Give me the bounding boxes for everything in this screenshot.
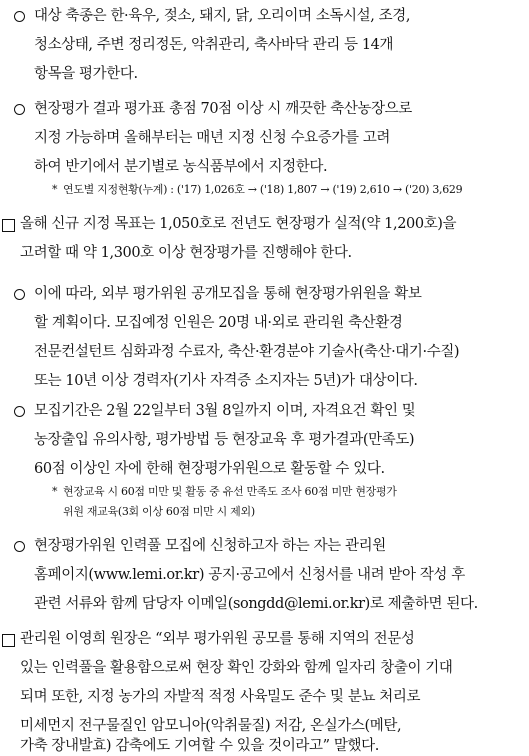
footnote-text: 현장교육 시 60점 미만 및 활동 중 유선 만족도 조사 60점 미만 현장평가 bbox=[63, 485, 397, 498]
body-text-line: 올해 신규 지정 목표는 1,050호로 전년도 현장평가 실적(약 1,200호)을 bbox=[20, 216, 457, 232]
body-text-line: 되며 또한, 지정 농가의 자발적 적정 사육밀도 준수 및 분뇨 처리로 bbox=[20, 689, 421, 705]
body-text-line: 또는 10년 이상 경력자(기사 자격증 소지자는 5년)가 대상이다. bbox=[34, 373, 418, 389]
circle-bullet-icon bbox=[14, 11, 25, 22]
body-text-line: 홈페이지(www.lemi.or.kr) 공지·공고에서 신청서를 내려 받아 작성 후 bbox=[34, 567, 465, 583]
body-text-line: 있는 인력풀을 활용함으로써 현장 확인 강화와 함께 일자리 창출이 기대 bbox=[20, 660, 453, 676]
body-text-line: 할 계획이다. 모집예정 인원은 20명 내·외로 관리원 축산환경 bbox=[34, 315, 403, 331]
body-text-line: 모집기간은 2월 22일부터 3월 8일까지 이며, 자격요건 확인 및 bbox=[34, 403, 416, 419]
body-text-line: 지정 가능하며 올해부터는 매년 지정 신청 수요증가를 고려 bbox=[34, 130, 391, 146]
body-text-line: 하여 반기에서 분기별로 농식품부에서 지정한다. bbox=[34, 159, 328, 175]
body-text-line: 현장평가 결과 평가표 총점 70점 이상 시 깨끗한 축산농장으로 bbox=[34, 101, 412, 117]
circle-bullet-icon bbox=[14, 104, 25, 115]
body-text-line: 고려할 때 약 1,300호 이상 현장평가를 진행해야 한다. bbox=[20, 245, 352, 261]
body-text-line: 대상 축종은 한·육우, 젖소, 돼지, 닭, 오리이며 소독시설, 조경, bbox=[34, 8, 411, 24]
footnote-text: 연도별 지정현황(누계) : ('17) 1,026호 → ('18) 1,807 → ('19) 2,610 → ('20) 3,629 bbox=[63, 183, 463, 196]
body-text-line: 농장출입 유의사항, 평가방법 등 현장교육 후 평가결과(만족도) bbox=[34, 432, 415, 448]
footnote-text: 위원 재교육(3회 이상 60점 미만 시 제외) bbox=[63, 505, 255, 518]
body-text-line: 전문컨설턴트 심화과정 수료자, 축산·환경분야 기술사(축산·대기·수질) bbox=[34, 344, 460, 360]
note-marker: * bbox=[52, 485, 58, 498]
body-text-line: 현장평가위원 인력풀 모집에 신청하고자 하는 자는 관리원 bbox=[34, 538, 386, 554]
note-marker: * bbox=[52, 183, 58, 196]
body-text-line: 미세먼지 전구물질인 암모니아(악취물질) 저감, 온실가스(메탄, bbox=[20, 718, 402, 734]
body-text-line: 이에 따라, 외부 평가위원 공개모집을 통해 현장평가위원을 확보 bbox=[34, 286, 422, 302]
body-text-line: 항목을 평가한다. bbox=[34, 66, 138, 82]
body-text-line: 청소상태, 주변 정리정돈, 악취관리, 축사바닥 관리 등 14개 bbox=[34, 37, 394, 53]
square-bullet-icon bbox=[2, 219, 15, 232]
circle-bullet-icon bbox=[14, 289, 25, 300]
circle-bullet-icon bbox=[14, 541, 25, 552]
circle-bullet-icon bbox=[14, 406, 25, 417]
body-text-line: 관련 서류와 함께 담당자 이메일(songdd@lemi.or.kr)로 제출하면 된다. bbox=[34, 596, 478, 612]
body-text-line: 60점 이상인 자에 한해 현장평가위원으로 활동할 수 있다. bbox=[34, 461, 385, 477]
square-bullet-icon bbox=[2, 634, 15, 647]
body-text-line: 가축 장내발효) 감축에도 기여할 수 있을 것이라고” 말했다. bbox=[20, 738, 379, 754]
body-text-line: 관리원 이영희 원장은 “외부 평가위원 공모를 통해 지역의 전문성 bbox=[20, 631, 415, 647]
